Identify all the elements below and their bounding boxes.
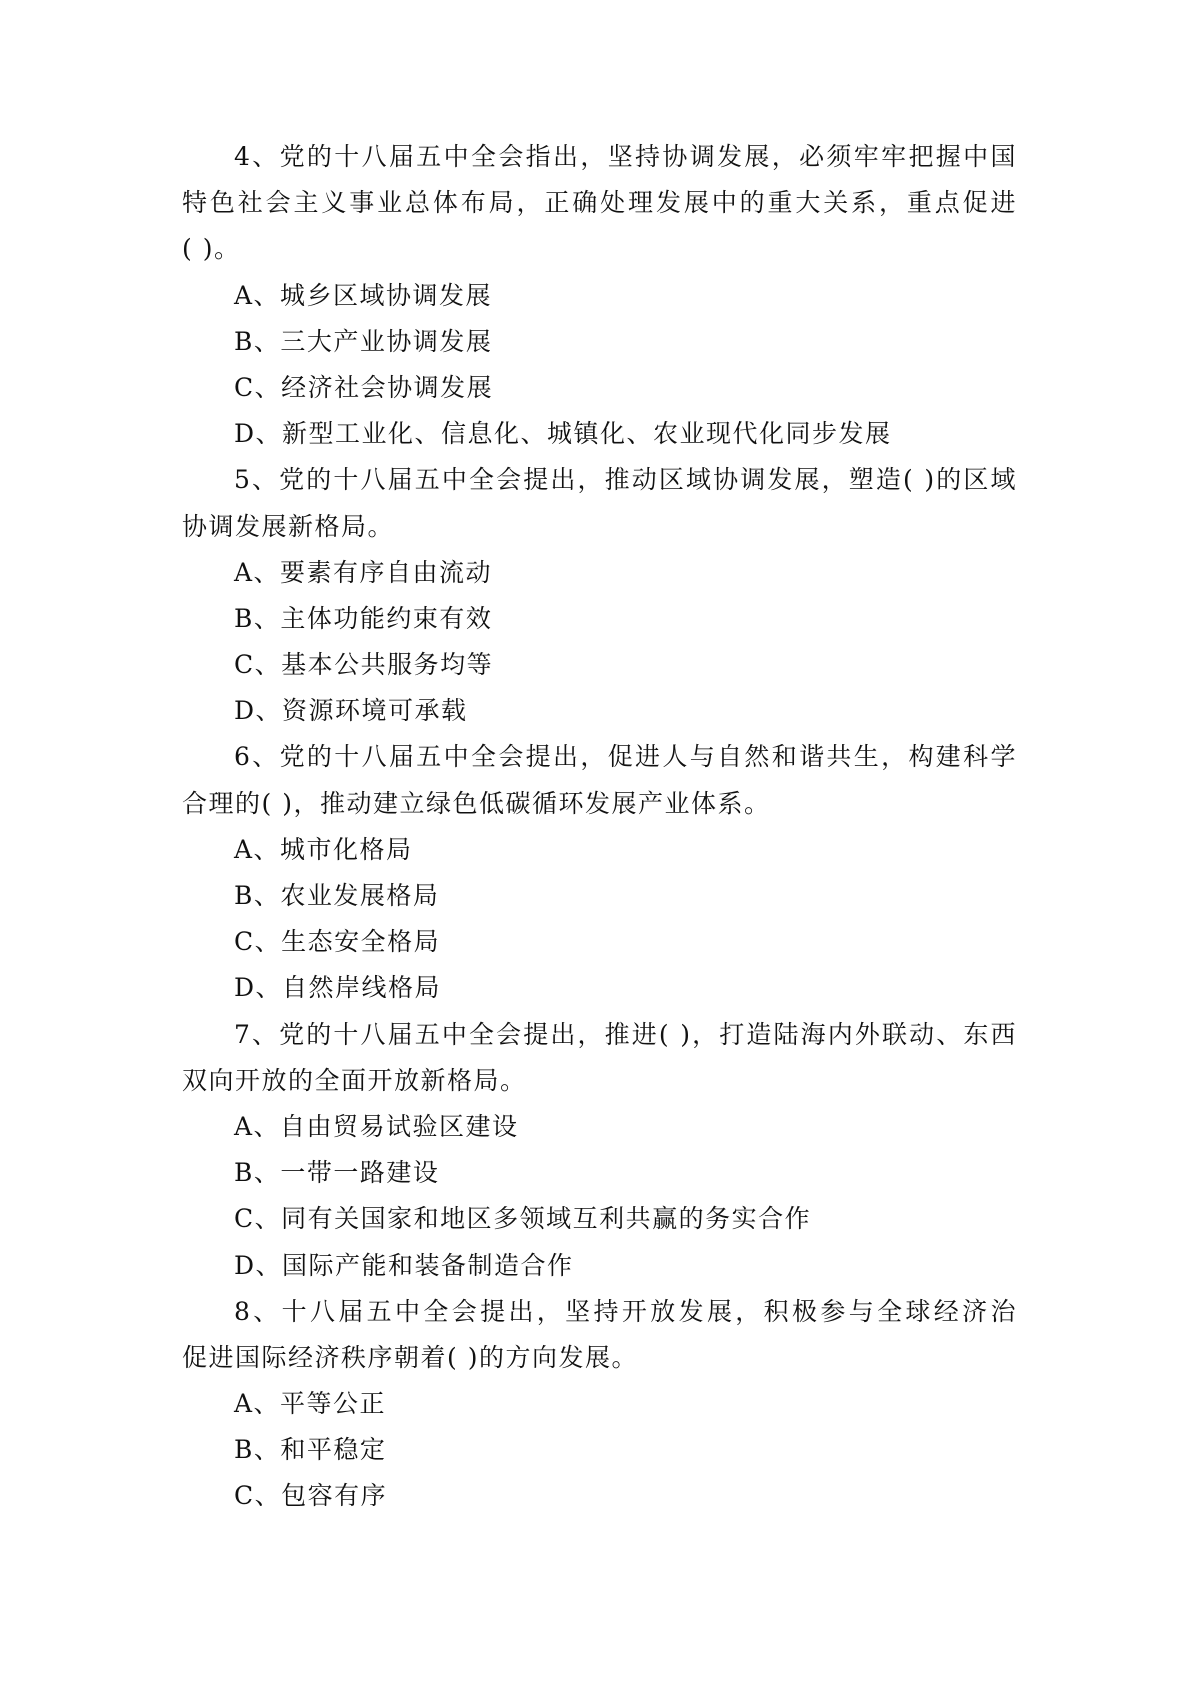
question-6: [182, 734, 1017, 1011]
question-7-option-b: B、一带一路建设: [234, 1158, 440, 1188]
question-6-option-d: D、自然岸线格局: [234, 973, 442, 1003]
question-5-stem-line-2: 协调发展新格局。: [182, 511, 395, 541]
question-4-stem-line-2: 特色社会主义事业总体布局，正确处理发展中的重大关系，重点促进: [182, 188, 1017, 218]
question-4-option-d: D、新型工业化、信息化、城镇化、农业现代化同步发展: [234, 419, 892, 449]
question-7: [182, 1012, 1017, 1289]
question-7-option-c: C、同有关国家和地区多领域互利共赢的务实合作: [234, 1204, 812, 1234]
question-8-stem-line-2: 促进国际经济秩序朝着( )的方向发展。: [182, 1342, 638, 1372]
question-6-option-c: C、生态安全格局: [234, 927, 441, 957]
question-8-option-b: B、和平稳定: [234, 1435, 387, 1465]
question-5-option-d: D、资源环境可承载: [234, 696, 468, 726]
question-6-stem-line-2: 合理的( )，推动建立绿色低碳循环发展产业体系。: [182, 788, 771, 818]
question-4-option-b: B、三大产业协调发展: [234, 326, 493, 356]
question-4-stem-line-1: 4、党的十八届五中全会指出，坚持协调发展，必须牢牢把握中国: [234, 142, 1017, 171]
question-4-stem-line-3: ( )。: [182, 234, 241, 264]
question-4: [182, 134, 1017, 457]
question-list: [182, 134, 1017, 1520]
question-7-option-a: A、自由贸易试验区建设: [234, 1111, 519, 1141]
question-6-option-a: A、城市化格局: [234, 834, 413, 864]
question-4-option-c: C、经济社会协调发展: [234, 372, 494, 402]
question-5: [182, 457, 1017, 734]
question-8-stem-line-1: 8、十八届五中全会提出，坚持开放发展，积极参与全球经济治: [234, 1296, 1017, 1326]
question-5-stem-line-1: 5、党的十八届五中全会提出，推动区域协调发展，塑造( )的区域: [234, 465, 1017, 495]
question-6-stem-line-1: 6、党的十八届五中全会提出，促进人与自然和谐共生，构建科学: [234, 742, 1017, 772]
question-5-option-a: A、要素有序自由流动: [234, 557, 493, 587]
question-7-stem-line-1: 7、党的十八届五中全会提出，推进( )，打造陆海内外联动、东西: [234, 1019, 1017, 1049]
question-6-option-b: B、农业发展格局: [234, 881, 440, 910]
question-7-stem-line-2: 双向开放的全面开放新格局。: [182, 1065, 527, 1095]
question-8: [182, 1289, 1017, 1520]
question-5-option-c: C、基本公共服务均等: [234, 650, 494, 680]
question-7-option-d: D、国际产能和装备制造合作: [234, 1250, 574, 1280]
question-4-option-a: A、城乡区域协调发展: [234, 280, 493, 310]
question-8-option-c: C、包容有序: [234, 1481, 388, 1511]
question-5-option-b: B、主体功能约束有效: [234, 603, 493, 633]
question-8-option-a: A、平等公正: [234, 1389, 387, 1419]
